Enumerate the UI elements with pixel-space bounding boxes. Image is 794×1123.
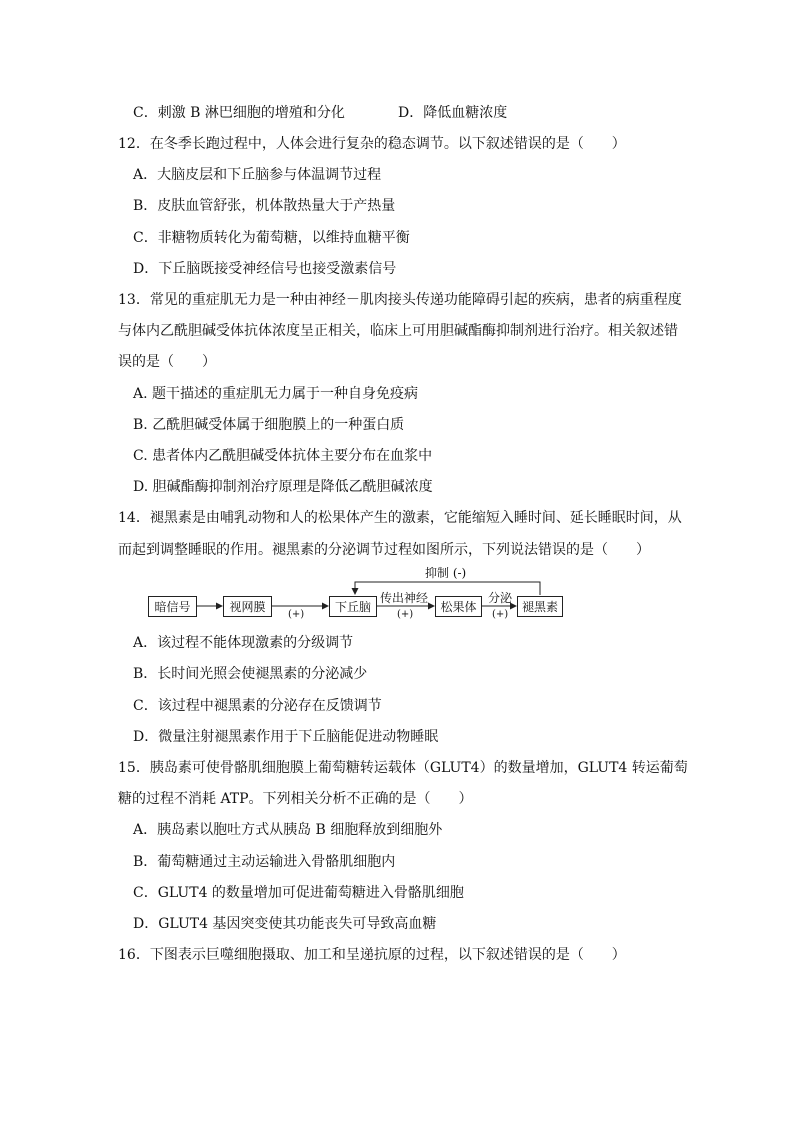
- q15-option-d: D．GLUT4 基因突变使其功能丧失可导致高血糖: [133, 916, 437, 932]
- box-hypothalamus: 下丘脑: [329, 596, 377, 617]
- label-secretion: 分泌: [488, 591, 513, 605]
- box-dark-signal: 暗信号: [148, 596, 197, 617]
- q13-option-d: D. 胆碱酯酶抑制剂治疗原理是降低乙酰胆碱浓度: [133, 479, 433, 495]
- q14-option-c: C．该过程中褪黑素的分泌存在反馈调节: [133, 698, 382, 714]
- q12-stem: 12．在冬季长跑过程中，人体会进行复杂的稳态调节。以下叙述错误的是（ ）: [118, 136, 626, 152]
- q14-stem-line-1: 14．褪黑素是由哺乳动物和人的松果体产生的激素，它能缩短入睡时间、延长睡眠时间，从: [118, 510, 682, 526]
- box-melatonin: 褪黑素: [517, 596, 563, 617]
- q14-option-a: A．该过程不能体现激素的分级调节: [133, 635, 354, 651]
- q14-option-b: B．长时间光照会使褪黑素的分泌减少: [133, 666, 368, 682]
- q15-option-a: A．胰岛素以胞吐方式从胰岛 B 细胞释放到细胞外: [133, 822, 443, 838]
- q15-option-c: C．GLUT4 的数量增加可促进葡萄糖进入骨骼肌细胞: [133, 885, 464, 901]
- q14-stem-line-2: 而起到调整睡眠的作用。褪黑素的分泌调节过程如图所示，下列说法错误的是（ ）: [118, 542, 650, 558]
- box-pineal: 松果体: [435, 596, 482, 617]
- q12-option-d: D．下丘脑既接受神经信号也接受激素信号: [133, 261, 397, 277]
- q13-option-b: B. 乙酰胆碱受体属于细胞膜上的一种蛋白质: [133, 417, 405, 433]
- q12-option-a: A．大脑皮层和下丘脑参与体温调节过程: [133, 167, 382, 183]
- q11-option-d: D．降低血糖浓度: [398, 105, 508, 121]
- q13-option-c: C. 患者体内乙酰胆碱受体抗体主要分布在血浆中: [133, 448, 433, 464]
- label-plus-2: (+): [397, 609, 414, 620]
- box-retina: 视网膜: [223, 596, 272, 617]
- q13-stem-line-1: 13．常见的重症肌无力是一种由神经－肌肉接头传递功能障碍引起的疾病，患者的病重程度: [118, 292, 682, 308]
- q11-options-cd: [133, 104, 508, 122]
- q16-stem: 16．下图表示巨噬细胞摄取、加工和呈递抗原的过程，以下叙述错误的是（ ）: [118, 947, 626, 963]
- q13-stem-line-2: 与体内乙酰胆碱受体抗体浓度呈正相关，临床上可用胆碱酯酶抑制剂进行治疗。相关叙述错: [118, 323, 678, 339]
- q15-option-b: B．葡萄糖通过主动运输进入骨骼肌细胞内: [133, 854, 396, 870]
- q13-option-a: A. 题干描述的重症肌无力属于一种自身免疫病: [133, 386, 419, 402]
- q12-option-b: B．皮肤血管舒张，机体散热量大于产热量: [133, 198, 396, 214]
- q12-option-c: C．非糖物质转化为葡萄糖，以维持血糖平衡: [133, 230, 410, 246]
- label-feedback-inhibition: 抑制 (-): [425, 566, 467, 580]
- label-plus-1: (+): [288, 609, 305, 620]
- label-efferent-nerve: 传出神经: [380, 591, 429, 605]
- label-plus-3: (+): [492, 609, 509, 620]
- q11-option-c: C．刺激 B 淋巴细胞的增殖和分化: [133, 105, 345, 121]
- q15-stem-line-1: 15．胰岛素可使骨骼肌细胞膜上葡萄糖转运载体（GLUT4）的数量增加，GLUT4 转运葡萄: [118, 760, 688, 776]
- q15-stem-line-2: 糖的过程不消耗 ATP。下列相关分析不正确的是（ ）: [118, 791, 473, 807]
- q13-stem-line-3: 误的是（ ）: [118, 354, 216, 370]
- q14-option-d: D．微量注射褪黑素作用于下丘脑能促进动物睡眠: [133, 729, 439, 745]
